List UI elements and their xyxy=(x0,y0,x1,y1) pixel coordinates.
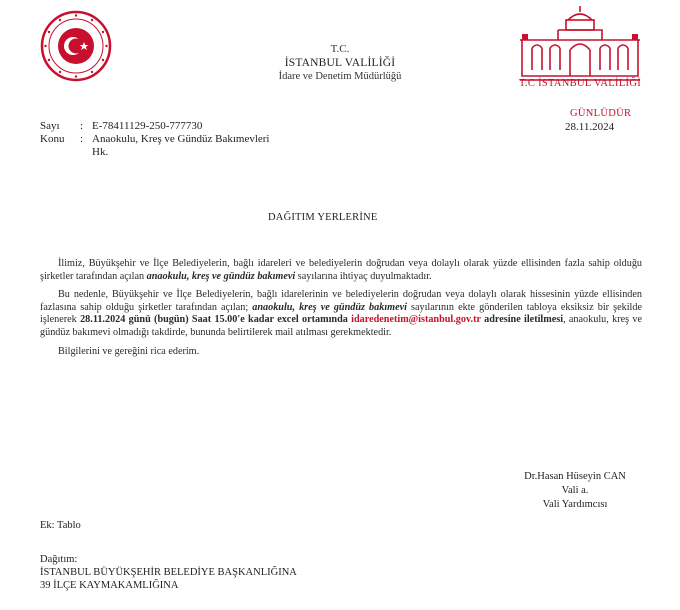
konu-value: Anaokulu, Kreş ve Gündüz Bakımevleri xyxy=(92,133,270,145)
distribution-label: Dağıtım: xyxy=(40,554,78,565)
p2-tail: , anaokulu, kreş ve gündüz bakımevi olmadığı takdirde, bunundа belirtilerek mail atılması gerekmektedir. xyxy=(40,314,642,338)
tc-label: T.C. xyxy=(330,43,350,55)
konu-row xyxy=(40,133,362,146)
paragraph-2 xyxy=(40,289,642,339)
distribution-line-2: 39 İLÇE KAYMAKAMLIĞINA xyxy=(40,580,179,591)
distribution-heading: DAĞITIM YERLERİNE xyxy=(268,212,378,223)
letter-date: 28.11.2024 xyxy=(565,121,615,133)
konu-suffix-row xyxy=(40,146,362,159)
konu-label: Konu xyxy=(40,133,65,145)
p2-text: Bu nedenle, Büyükşehir ve İlçe Belediyelerin, bağlı idarelerinin ve belediyelerin doğrudan veya dolaylı olarak hissesinin yüzde ellisinden fazlasına sahip olduğu şirketler tarafından açılan; xyxy=(40,289,642,313)
colon: : xyxy=(80,120,84,132)
letter-meta xyxy=(40,120,362,159)
sayi-label: Sayı xyxy=(40,120,60,132)
paragraph-1 xyxy=(40,258,642,283)
p1-emphasis: anaokulu, kreş ve gündüz bakımevi xyxy=(146,270,296,282)
konu-suffix: Hk. xyxy=(92,146,109,158)
logo-caption: T.C İSTANBUL VALİLİĞİ xyxy=(518,78,642,89)
distribution-list xyxy=(40,553,297,592)
ministry-seal-logo xyxy=(40,10,112,82)
signer-title-2: Vali Yardımcısı xyxy=(542,499,608,510)
distribution-line-1: İSTANBUL BÜYÜKŞEHİR BELEDİYE BAŞKANLIĞINA xyxy=(40,567,297,578)
signer-title-1: Vali a. xyxy=(561,485,589,496)
governorship-title: İSTANBUL VALİLİĞİ xyxy=(284,57,396,69)
p2-send-to: adresine iletilmesi xyxy=(480,314,564,326)
p2-mid: sayılarının ekte gönderilen tabloya eksiksiz bir şekilde işlenerek xyxy=(40,301,642,326)
p2-deadline: 28.11.2024 günü (bugün) Saat 15.00'e kadar excel ortamında xyxy=(80,314,352,326)
sayi-row xyxy=(40,120,362,133)
letter-body xyxy=(40,258,642,364)
department-title: İdare ve Denetim Müdürlüğü xyxy=(278,71,402,82)
paragraph-3 xyxy=(40,346,642,359)
email-link[interactable]: idaredenetim@istanbul.gov.tr xyxy=(351,314,481,326)
p2-emphasis: anaokulu, kreş ve gündüz bakımevi xyxy=(252,301,407,313)
p1-tail: sayılarına ihtiyaç duyulmaktadır. xyxy=(295,270,432,282)
signature-block xyxy=(500,470,650,512)
urgency-stamp: GÜNLÜDÜR xyxy=(570,108,632,119)
sayi-value: E-78411129-250-777730 xyxy=(92,120,203,132)
letter-header xyxy=(240,42,440,84)
colon: : xyxy=(80,133,84,145)
governorship-building-logo xyxy=(518,4,642,84)
signer-name: Dr.Hasan Hüseyin CAN xyxy=(524,471,626,482)
attachment-note: Ek: Tablo xyxy=(40,520,81,531)
p1-text: İlimiz, Büyükşehir ve İlçe Belediyelerin, bağlı idareleri ve belediyelerin doğrudan veya dolaylı olarak yüzde ellisinden fazla sahip olduğu şirketler tarafından açılan xyxy=(40,258,642,282)
p3-text: Bilgilerini ve gereğini rica ederim. xyxy=(58,345,200,357)
